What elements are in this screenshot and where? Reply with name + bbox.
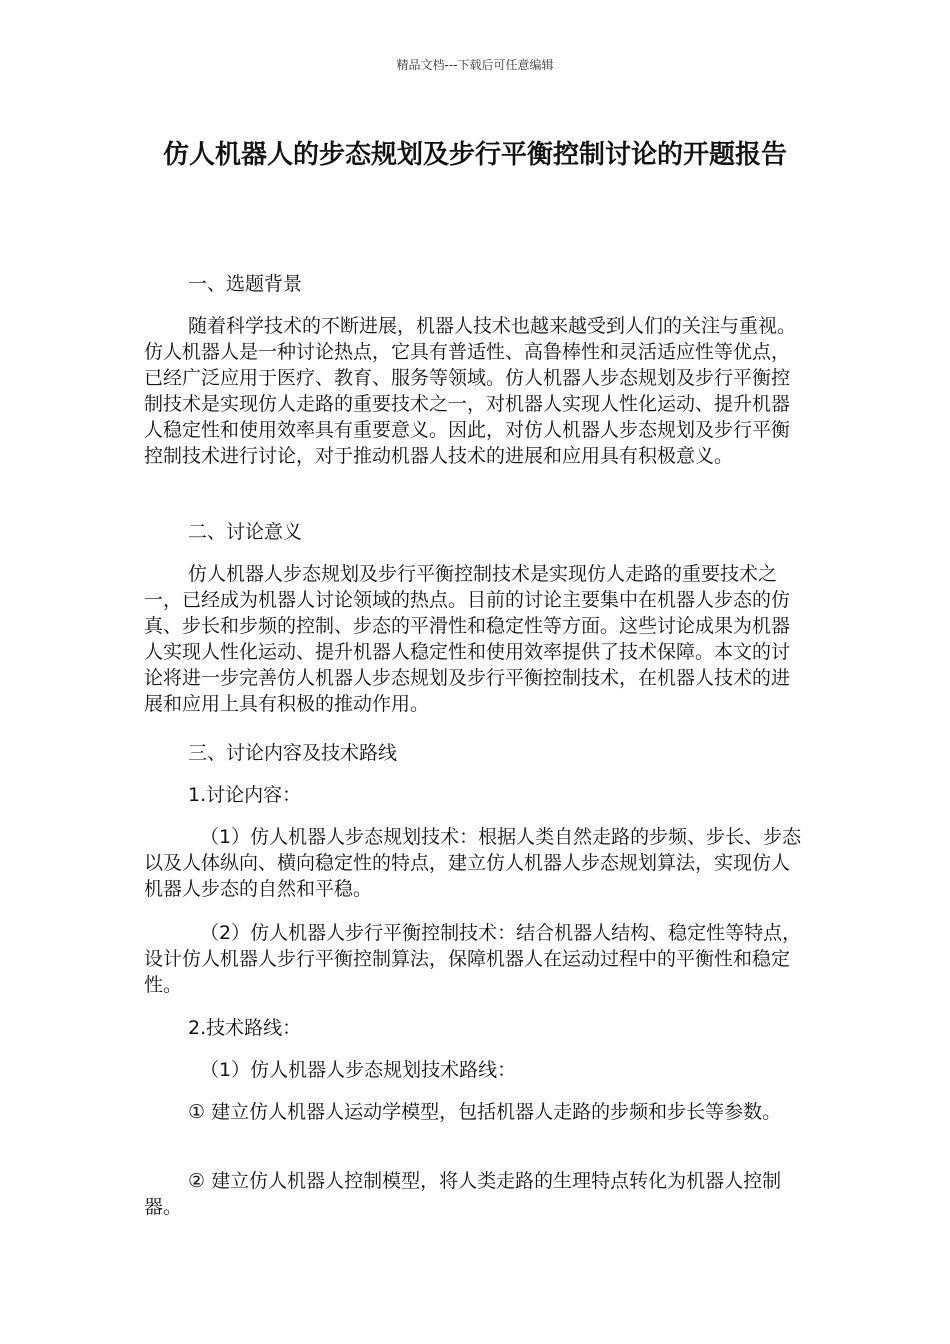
document-title: 仿人机器人的步态规划及步行平衡控制讨论的开题报告 <box>162 140 787 170</box>
paragraph-significance: 仿人机器人步态规划及步行平衡控制技术是实现仿人走路的重要技术之一，已经成为机器人讨论领域的热点。目前的讨论主要集中在机器人步态的仿真、步长和步频的控制、步态的平滑性和稳定性等方面。这些讨论成果为机器人实现人性化运动、提升机器人稳定性和使用效率提供了技术保障。本文的讨论将进一步完善仿人机器人步态规划及步行平衡控制技术，在机器人技术的进展和应用上具有积极的推动作用。 <box>144 563 791 715</box>
section-heading-content-route: 三、讨论内容及技术路线 <box>188 742 398 764</box>
route-step-2: ② 建立仿人机器人控制模型，将人类走路的生理特点转化为机器人控制器。 <box>144 1170 782 1218</box>
section-heading-background: 一、选题背景 <box>188 273 303 295</box>
route-step-1: ① 建立仿人机器人运动学模型，包括机器人走路的步频和步长等参数。 <box>188 1101 782 1123</box>
subheading-route: 2.技术路线： <box>188 1017 302 1039</box>
paragraph-background: 随着科学技术的不断进展，机器人技术也越来越受到人们的关注与重视。仿人机器人是一种讨论热点，它具有普适性、高鲁棒性和灵活适应性等优点，已经广泛应用于医疗、教育、服务等领域。仿人机器人步态规划及步行平衡控制技术是实现仿人走路的重要技术之一，对机器人实现人性化运动、提升机器人稳定性和使用效率具有重要意义。因此，对仿人机器人步态规划及步行平衡控制技术进行讨论，对于推动机器人技术的进展和应用具有积极意义。 <box>144 315 797 467</box>
content-item-2: （2）仿人机器人步行平衡控制技术：结合机器人结构、稳定性等特点，设计仿人机器人步行平衡控制算法，保障机器人在运动过程中的平衡性和稳定性。 <box>144 922 802 996</box>
content-item-1: （1）仿人机器人步态规划技术：根据人类自然走路的步频、步长、步态以及人体纵向、横向稳定性的特点，建立仿人机器人步态规划算法，实现仿人机器人步态的自然和平稳。 <box>144 826 802 900</box>
subheading-content: 1.讨论内容： <box>188 784 302 806</box>
route-item-1: （1）仿人机器人步态规划技术路线： <box>200 1059 517 1081</box>
section-heading-significance: 二、讨论意义 <box>188 521 303 543</box>
page-header: 精品文档---下载后可任意编辑 <box>396 58 554 72</box>
